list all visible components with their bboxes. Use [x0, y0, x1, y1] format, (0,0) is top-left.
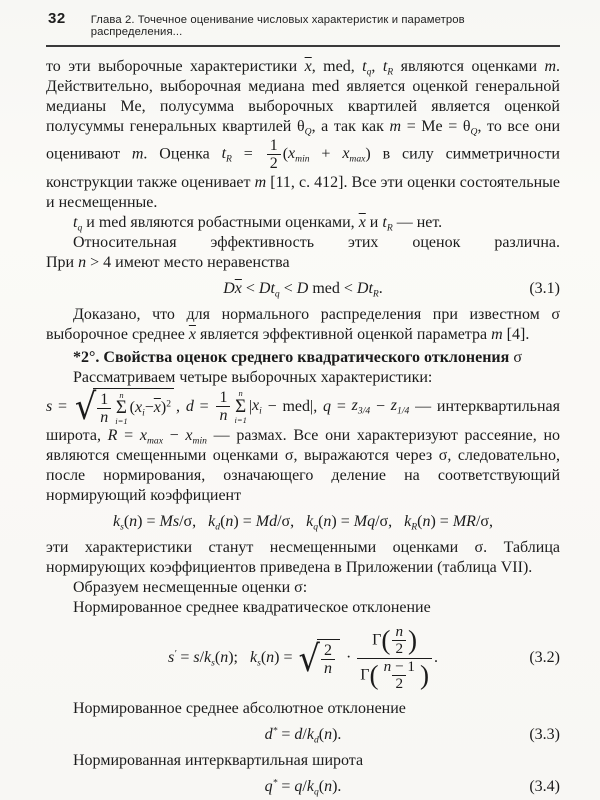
text-run: q [323, 397, 332, 415]
text-run: − [144, 399, 154, 417]
text-run: $k_d$ [306, 725, 319, 746]
text-run: > 4 имеют место неравенства [86, 253, 290, 271]
text-run: . [434, 649, 438, 667]
text-run: , med, [311, 58, 363, 75]
text-run: n [100, 408, 109, 426]
text-run: являются оценками [393, 58, 545, 75]
text-run: q [294, 777, 303, 795]
big-paren: ) [408, 625, 418, 656]
text-run: + [309, 145, 343, 163]
text-run: $x_{max}$ [139, 427, 163, 447]
text-run: − 1 [391, 657, 415, 675]
text-run: $k_R$ [404, 513, 418, 533]
fraction [392, 624, 406, 658]
paragraph-normalized-std [46, 598, 560, 618]
text-run: $x_{min}$ [288, 145, 310, 165]
text-run: $z_{1/4}$ [390, 397, 410, 417]
text-run: ) = [233, 513, 256, 531]
formula-content [167, 623, 438, 693]
text-run: < [241, 279, 259, 297]
denominator [392, 640, 406, 657]
text-run: | [248, 397, 253, 415]
formula-content [264, 725, 342, 746]
square-root [298, 636, 340, 680]
text-run: ) в силу симметричности конструкции также оценивает [46, 145, 560, 191]
text-run: $t_q$ [270, 279, 280, 299]
text-run: , [371, 58, 383, 75]
text-run: и [365, 213, 383, 231]
text-run: 2 [395, 640, 404, 658]
text-run: [4]. [502, 325, 530, 343]
text-run: /σ, [179, 513, 209, 531]
subscript: q [274, 287, 280, 299]
text-run: $\overline{x}$ [304, 58, 312, 75]
text-run: )$^2$ [160, 399, 172, 417]
formula-3-2 [46, 624, 560, 693]
text-run: 2 [395, 675, 404, 693]
big-paren: ) [419, 659, 429, 690]
text-run: , то все они оценивают [46, 118, 560, 163]
superscript: * [272, 725, 278, 737]
subscript: 1/4 [397, 405, 410, 417]
text-run: n [323, 513, 332, 531]
text-run: ) = [430, 513, 453, 531]
text-run: = Me = [401, 118, 463, 135]
text-run: D [223, 279, 235, 297]
equation-number: (3.2) [529, 649, 560, 667]
text-run: $t_q$ [362, 58, 372, 78]
superscript: * [272, 777, 278, 789]
equation-number: (3.3) [529, 725, 560, 743]
text-run: n [422, 513, 431, 531]
subscript: s [257, 657, 261, 669]
text-run: = [193, 397, 215, 415]
text-run: эти характеристики станут несмещенными оценками σ. Таблица нормирующих коэффициентов приведена в Приложении (таблица VII). [46, 539, 560, 577]
text-run: n [323, 660, 332, 678]
text-run: d* [264, 725, 278, 743]
text-run: Образуем несмещенные оценки σ: [73, 579, 308, 597]
denominator [267, 154, 281, 172]
text-run: $t_R$ [221, 145, 232, 165]
fraction [381, 659, 418, 693]
text-run: 1 [219, 389, 228, 407]
text-run: = [331, 397, 352, 415]
text-run: d [294, 725, 303, 743]
text-run: $\overline{x}$ [234, 279, 242, 297]
text-run: $x_{max}$ [342, 145, 366, 165]
text-run: $x_i$ [252, 397, 262, 417]
radicand [93, 388, 174, 427]
text-run: 2 [323, 642, 332, 660]
text-run: $k_d$ [208, 513, 221, 533]
text-run: $t_R$ [382, 213, 393, 233]
text-run: < [279, 279, 297, 297]
text-run: $k_s$ [250, 649, 261, 669]
text-run: s [46, 397, 53, 415]
paragraph-consider-four [46, 368, 560, 388]
text-run: = [277, 725, 295, 743]
formula-3-3 [46, 725, 560, 745]
text-run: — интерквартильная широта, [46, 397, 560, 445]
radical-icon: √ [298, 636, 320, 680]
text-run: $k_s$ [112, 513, 124, 533]
text-run: m [544, 58, 557, 75]
text-run: n [78, 253, 87, 271]
text-run: n [395, 623, 404, 641]
text-run: является эффективной оценкой параметра [195, 325, 492, 343]
subscript: R [386, 221, 393, 233]
paragraph-relative-efficiency [46, 233, 560, 273]
text-run: n [129, 513, 138, 531]
text-run: s′ [167, 648, 177, 667]
paragraph-normalized-iqr [46, 751, 560, 771]
paragraph-unbiased-table [46, 538, 560, 578]
superscript: 2 [166, 399, 172, 411]
section-heading [46, 348, 560, 368]
text-run: $x_i$ [134, 399, 145, 419]
text-run: /σ, [475, 513, 494, 531]
subscript: max [147, 435, 163, 447]
text-run: n [266, 649, 275, 667]
text-run: · [341, 649, 356, 667]
text-run: − [370, 397, 391, 415]
text-run: n [324, 777, 333, 795]
text-run: ( [129, 399, 135, 417]
text-run: /σ, [277, 513, 307, 531]
text-run: *2°. Свойства оценок среднего квадратического отклонения [73, 348, 514, 366]
text-run: = [176, 649, 194, 667]
big-paren: ( [369, 659, 379, 690]
subscript: min [295, 153, 310, 165]
paragraph-proved-efficient [46, 305, 560, 345]
big-paren: ( [381, 625, 391, 656]
sigma-icon: Σ [235, 395, 247, 417]
text-run: $k_s$ [204, 649, 215, 669]
text-run: $\overline{x}$ [153, 399, 161, 417]
text-run: Нормированное среднее абсолютное отклонение [73, 699, 406, 717]
equation-number: (3.1) [529, 279, 560, 297]
subscript: R [226, 153, 232, 165]
paragraph-sample-estimates [46, 57, 560, 213]
text-run: = [52, 397, 73, 415]
subscript: max [349, 153, 366, 165]
fraction [321, 642, 335, 678]
text-run: n [219, 407, 228, 425]
text-run: Нормированное среднее квадратическое отклонение [73, 599, 431, 617]
text-run: 1 [100, 390, 109, 408]
text-run: s [193, 649, 200, 667]
text-run: . Действительно, выборочная медиана med является оценкой генеральной медианы Me, полусумма выборочных квартилей является оценкой полусуммы генеральных квартилей [46, 58, 561, 135]
paragraph-robust-estimates [46, 213, 560, 233]
fraction [357, 624, 432, 693]
text-run: Γ [360, 666, 370, 684]
sum-lower-limit: i=1 [234, 414, 247, 425]
text-run: , а так как [311, 118, 390, 135]
text-run: $t_q$ [73, 213, 83, 233]
subscript: s [211, 657, 215, 669]
formula-3-4 [46, 777, 560, 797]
text-run: ) = [331, 513, 354, 531]
subscript: R [411, 521, 418, 533]
text-run: n [324, 725, 333, 743]
text-run: n [225, 513, 234, 531]
text-run: d [185, 397, 194, 415]
text-line [46, 233, 560, 253]
subscript: R [372, 287, 379, 299]
page-body [46, 47, 560, 797]
text-run: MR [452, 513, 476, 531]
subscript: q [366, 66, 372, 78]
text-run: m [389, 118, 402, 135]
text-run: Рассматриваем четыре выборочных характеристики: [73, 368, 433, 386]
text-run: ) = [274, 649, 297, 667]
paragraph-form-unbiased [46, 578, 560, 598]
text-run: Γ [372, 631, 382, 649]
text-run: $z_{3/4}$ [351, 397, 371, 417]
superscript: ′ [174, 648, 177, 660]
text-run: R [107, 427, 118, 445]
text-run: n [383, 657, 392, 675]
text-run: ); [228, 649, 250, 667]
text-run: 1 [269, 137, 278, 154]
text-run: , [176, 397, 186, 415]
text-run: σ [513, 348, 522, 366]
numerator [321, 642, 335, 659]
fraction [97, 391, 111, 427]
denominator [392, 675, 406, 692]
formula-3-1 [46, 279, 560, 299]
text-run: m [254, 173, 267, 191]
formula-content [112, 513, 494, 533]
formula-content [223, 280, 383, 297]
text-run: и med являются робастными оценками, [82, 213, 359, 231]
text-run: Нормированная интерквартильная широта [73, 751, 364, 769]
text-run: D [258, 279, 271, 297]
text-run: Ms [159, 513, 180, 531]
fraction [216, 389, 230, 425]
text-run: m [131, 145, 144, 163]
numerator [216, 389, 230, 406]
text-run: $\overline{x}$ [358, 213, 366, 231]
text-run: / [302, 777, 307, 795]
text-run: ( [220, 513, 226, 531]
radical-icon: √ [74, 385, 97, 428]
sum-upper-limit: n [238, 388, 243, 399]
subscript: 3/4 [357, 405, 371, 417]
equation-number: (3.4) [529, 777, 560, 795]
running-header [46, 8, 560, 47]
text-run: / [302, 725, 307, 743]
text-run: − med|, [261, 397, 324, 415]
denominator [97, 408, 111, 426]
text-run: Относительная эффективность этих оценок различна. [73, 233, 560, 251]
text-run: / [199, 649, 205, 667]
denominator [216, 406, 230, 424]
subscript: i [259, 405, 262, 417]
text-run: $x_{min}$ [185, 427, 207, 447]
subscript: Q [304, 126, 312, 138]
subscript: q [313, 786, 319, 798]
summation [115, 391, 127, 426]
formula-normalizing-coefficients [46, 512, 560, 532]
text-run: ( [318, 725, 325, 743]
text-run: q* [264, 777, 278, 795]
subscript: s [120, 521, 124, 533]
text-run: 2 [269, 155, 278, 173]
paragraph-characteristics [46, 385, 561, 507]
text-run: то эти выборочные характеристики [46, 58, 305, 75]
subscript: q [77, 221, 83, 233]
text-run: ( [260, 649, 267, 667]
radicand [317, 639, 340, 678]
paragraph-normalized-abs [46, 699, 560, 719]
numerator [392, 624, 406, 640]
text-run: ) = [137, 513, 160, 531]
text-run: $\theta_Q$ [296, 118, 312, 138]
subscript: R [387, 66, 394, 78]
text-run: $\theta_Q$ [462, 118, 478, 138]
text-run: [11, с. 412]. Все эти оценки состоятельные и несмещенные. [46, 173, 560, 211]
text-run: ( [282, 145, 289, 163]
text-run: — размах. Все они характеризуют рассеяние, но являются смещенными оценками σ, выражаются через σ, следовательно, после нормирования, означающего деление на соответствующий нормирующий коэффициент [46, 427, 561, 505]
text-run: . [378, 279, 383, 297]
text-run: ( [214, 649, 221, 667]
text-run: ( [123, 513, 130, 531]
text-run: D [296, 279, 309, 297]
text-run: $\overline{x}$ [188, 325, 196, 343]
text-run: — нет. [392, 213, 443, 231]
subscript: q [313, 521, 319, 533]
sum-upper-limit: n [119, 389, 124, 400]
sum-lower-limit: i=1 [115, 416, 128, 427]
page-number: 32 [48, 10, 66, 27]
denominator [357, 658, 432, 693]
text-run: /σ, [375, 513, 405, 531]
fraction [267, 137, 281, 173]
text-run: = [231, 145, 265, 163]
text-run: ( [417, 513, 423, 531]
text-run: $k_q$ [306, 513, 319, 533]
text-run: $t_R$ [382, 58, 394, 78]
numerator [369, 624, 420, 658]
text-run: . Оценка [143, 145, 222, 163]
text-line [46, 253, 560, 273]
subscript: i [142, 407, 145, 419]
text-run: D [356, 279, 369, 297]
text-run: med [308, 279, 340, 297]
text-run: $k_q$ [306, 777, 319, 798]
subscript: d [313, 734, 319, 746]
text-run: m [491, 325, 503, 343]
subscript: min [192, 435, 207, 447]
subscript: Q [470, 126, 478, 138]
text-run: Md [255, 513, 278, 531]
text-run: ( [318, 777, 325, 795]
text-run: $t_R$ [368, 279, 379, 299]
summation [234, 389, 246, 424]
text-run: ). [332, 777, 342, 795]
text-run: = [117, 427, 140, 445]
subscript: d [215, 521, 221, 533]
text-run: ). [332, 725, 342, 743]
text-run: Доказано, что для нормального распределения при известном σ выборочное среднее [46, 305, 560, 343]
sigma-icon: Σ [115, 397, 127, 419]
chapter-title: Глава 2. Точечное оценивание числовых характеристик и параметров распределения... [90, 14, 465, 38]
numerator [267, 137, 281, 154]
text-run: n [220, 649, 229, 667]
numerator [381, 659, 418, 675]
formula-content [264, 777, 342, 798]
text-run: При [46, 253, 79, 271]
text-run: = [277, 777, 295, 795]
text-run: − [162, 427, 186, 445]
denominator [321, 659, 335, 677]
text-run: Mq [353, 513, 376, 531]
text-run: < [339, 279, 357, 297]
text-run: ( [318, 513, 324, 531]
square-root [74, 385, 174, 428]
numerator [97, 391, 111, 408]
